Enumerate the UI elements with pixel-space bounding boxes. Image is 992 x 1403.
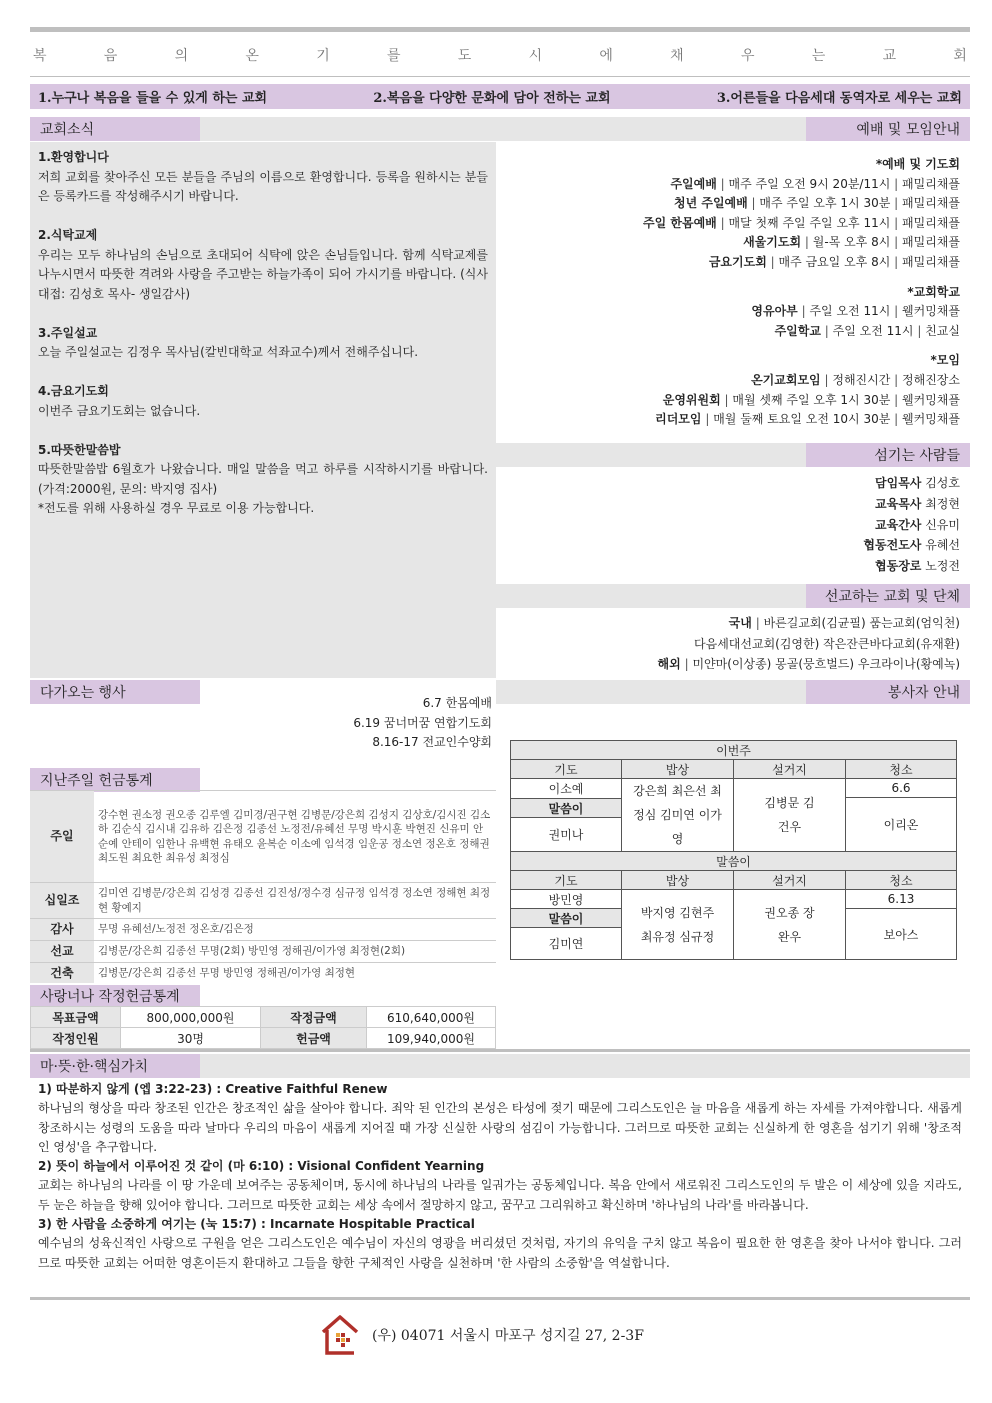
offering-row: [30, 941, 496, 963]
row-place: 웰커밍채플: [902, 412, 960, 427]
fund-value: 800,000,000원: [121, 1007, 261, 1028]
next-week-label: 말씀이: [511, 852, 957, 871]
clean-date: 6.13: [846, 890, 957, 909]
col-clean: 청소: [846, 760, 957, 779]
value-3: 3.어른들을 다음세대 동역자로 세우는 교회: [716, 91, 962, 106]
offering-header-label: 지난주일 헌금통계: [40, 773, 153, 789]
row-detail: 매달 첫째 주일 주일 오후 11시: [728, 215, 891, 230]
event-item: 6.7 한몸예배: [422, 696, 492, 710]
news-panel: [30, 142, 496, 678]
worship-row: 주일학교 | 주일 오전 11시 | 친교실: [774, 323, 960, 338]
news-title: 1.환영합니다: [38, 150, 109, 164]
row-place: 패밀리채플: [902, 215, 960, 230]
worship-group-title: *교회학교: [907, 284, 960, 299]
offering-category: 주일: [30, 791, 94, 883]
core-strip: [200, 1054, 970, 1078]
row-place: 패밀리채플: [902, 196, 960, 211]
fund-value: 109,940,000원: [367, 1028, 496, 1049]
col-meal: 밥상: [622, 760, 734, 779]
offering-category: 십일조: [30, 883, 94, 919]
fund-value: 30명: [121, 1028, 261, 1049]
clean-volunteer: 이리온: [846, 798, 957, 852]
servant-role: 교육목사: [875, 496, 922, 511]
servant-name: 최정현: [925, 496, 960, 511]
col-dish: 설거지: [734, 760, 846, 779]
fund-header: [30, 985, 200, 1007]
value-2: 2.복음을 다양한 문화에 담아 전하는 교회: [373, 91, 611, 106]
clean-volunteer: 보아스: [846, 909, 957, 960]
mission-names: 미얀마(이상종) 몽골(뭉흐벌드) 우크라이나(황예녹): [692, 657, 960, 671]
servant-row: [863, 473, 960, 494]
worship-info: [643, 155, 960, 430]
row-detail: 매월 둘째 토요일 오전 10시 30분: [713, 412, 891, 427]
col-prayer: 기도: [511, 871, 622, 890]
servant-role: 교육간사: [875, 517, 922, 532]
news-item: [38, 441, 488, 519]
volunteer-header: [806, 680, 970, 704]
event-item: 8.16-17 전교인수양회: [372, 735, 492, 749]
offering-header: [30, 768, 200, 792]
worship-header-label: 예배 및 모임안내: [856, 122, 960, 138]
motto-char: 에: [599, 48, 613, 64]
news-body: 저희 교회를 찾아주신 모든 분들을 주님의 이름으로 환영합니다. 등록을 원하시는 분들은 등록카드를 작성해주시기 바랍니다.: [38, 169, 488, 203]
news-body: 우리는 모두 하나님의 손님으로 초대되어 식탁에 앉은 손님들입니다. 함께 식탁교제를 나누시면서 따뜻한 격려와 사랑을 주고받는 하늘가족이 되어 가시기를 바랍니다. (식사대접: 김성호 목사- 생일감사): [38, 247, 488, 301]
news-item: [38, 226, 488, 304]
news-body: 이번주 금요기도회는 없습니다.: [38, 403, 201, 418]
row-name: 청년 주일예배: [673, 196, 748, 211]
worship-row: 영유아부 | 주일 오전 11시 | 웰커밍채플: [751, 304, 960, 319]
motto-char: 채: [670, 48, 684, 64]
row-name: 주일 한몸예배: [643, 215, 717, 230]
sermon-label: 말씀이: [511, 799, 622, 818]
row-detail: 매주 주일 오후 1시 30분: [759, 196, 891, 211]
news-header: [30, 117, 200, 141]
row-place: 친교실: [925, 323, 960, 338]
col-dish: 설거지: [734, 871, 846, 890]
servants-header: [806, 443, 970, 467]
event-item: 6.19 꿈너머꿈 연합기도회: [353, 715, 492, 730]
fund-label: 목표금액: [31, 1007, 121, 1028]
bottom-rule: [30, 1297, 970, 1300]
row-detail: 주일 오전 11시: [832, 323, 914, 338]
core-body: 예수님의 성육신적인 사랑으로 구원을 얻은 그리스도인은 예수님이 자신의 영광을 버리셨던 것처럼, 자기의 유익을 구치 않고 복음이 필요한 한 영혼을 찾아 나서야 합니다. 그러므로 따뜻한 교회는 어떠한 영혼이든지 환대하고 그들을 향한 구체적인 사랑을 실천하며 '한 사람의 소중함'을 역설합니다.: [38, 1236, 962, 1270]
motto-char: 복: [33, 48, 47, 64]
sermon-volunteer: 권미나: [511, 818, 622, 852]
worship-row: 주일 한몸예배 | 매달 첫째 주일 주일 오후 11시 | 패밀리채플: [643, 215, 960, 230]
worship-group-title: *모임: [930, 353, 960, 368]
motto-char: 도: [457, 48, 472, 64]
servants-list: [863, 473, 960, 577]
row-detail: 매주 금요일 오후 8시: [778, 254, 891, 269]
servant-name: 김성호: [925, 476, 960, 490]
offering-row: [30, 963, 496, 983]
worship-row: 금요기도회 | 매주 금요일 오후 8시 | 패밀리채플: [708, 254, 960, 269]
worship-row: 새울기도회 | 월-목 오후 8시 | 패밀리채플: [743, 235, 960, 250]
row-place: 패밀리채플: [902, 254, 960, 269]
meal-volunteers: 강은희 최은선 최정심 김미연 이가영: [622, 779, 734, 852]
offering-row: [30, 791, 496, 883]
motto-char: 온: [245, 48, 259, 64]
motto-char: 를: [386, 48, 401, 64]
core-title: 3) 한 사람을 소중하게 여기는 (눅 15:7) : Incarnate Hospitable Practical: [38, 1217, 475, 1232]
news-item: [38, 382, 488, 421]
missions-list: [658, 613, 960, 675]
core-body: 하나님의 형상을 따라 창조된 인간은 창조적인 삶을 살아야 합니다. 죄악 된 인간의 본성은 타성에 젖기 때문에 그리스도인은 늘 마음을 새롭게 하는 자세를 가져야합니다. 새롭게 창조하시는 성령의 도움을 따라 날마다 우리의 마음이 새롭게 지어질 때 가장 신실한 사랑의 섬김이 가능합니다. 그러므로 따뜻한 교회는 신실하게 한 영혼을 섬기기 위해 '창조적인 영성'을 추구합니다.: [38, 1101, 962, 1154]
fund-header-label: 사랑너나 작정헌금통계: [40, 989, 180, 1005]
news-header-label: 교회소식: [40, 122, 95, 138]
servant-row: [863, 556, 960, 577]
worship-group-title: *예배 및 기도회: [875, 157, 960, 171]
offering-category: 건축: [30, 963, 94, 983]
servant-row: [863, 515, 960, 536]
church-values-bar: [30, 84, 970, 109]
offering-table: [30, 790, 496, 983]
servant-name: 유혜선: [925, 538, 960, 553]
offering-names: 강수현 권소정 권오종 김루엘 김미경/권구현 김병문/강은희 김성지 김상호/김시진 김소하 김순식 김시내 김유하 김은정 김종선 노정전/유혜선 무명 박시훈 박현진 신유미 안순예 안테이 임한나 유백현 유태오 윤복순 이소예 임석경 임운공 정소연 정온호 정해권 최도원 최요한 최유성 최정심: [94, 791, 496, 883]
core-header-label: 마·뜻·한·핵심가치: [40, 1059, 149, 1075]
fund-row: [31, 1028, 496, 1049]
top-rule: [30, 27, 970, 32]
missions-header: [806, 584, 970, 608]
core-values: [38, 1080, 962, 1273]
this-week-label: 이번주: [511, 741, 957, 760]
news-body: 따뜻한말씀밥 6월호가 나왔습니다. 매일 말씀을 먹고 하루를 시작하시기를 바랍니다. (가격:2000원, 문의: 박지영 집사): [38, 462, 488, 496]
value-1: 1.누구나 복음을 들을 수 있게 하는 교회: [38, 91, 268, 106]
offering-names: 김병문/강은희 김종선 무명 방민영 정해권/이가영 최정현: [94, 963, 496, 983]
row-place: 정해진장소: [902, 372, 960, 387]
worship-header: [806, 117, 970, 141]
servant-role: 담임목사: [875, 476, 922, 490]
news-note: *전도를 위해 사용하실 경우 무료로 이용 가능합니다.: [38, 501, 315, 515]
footer: [320, 1312, 644, 1358]
row-name: 온기교회모임: [751, 372, 821, 387]
col-clean: 청소: [846, 871, 957, 890]
church-address: (우) 04071 서울시 마포구 성지길 27, 2-3F: [372, 1328, 644, 1344]
core-title: 2) 뜻이 하늘에서 이루어진 것 같이 (마 6:10) : Visional Confident Yearning: [38, 1159, 485, 1174]
news-title: 3.주일설교: [38, 325, 98, 340]
col-meal: 밥상: [622, 871, 734, 890]
offering-category: 선교: [30, 941, 94, 963]
row-place: 패밀리채플: [902, 235, 960, 250]
row-place: 패밀리채플: [902, 176, 960, 191]
offering-row: [30, 883, 496, 919]
clean-date: 6.6: [846, 779, 957, 798]
volunteer-table: [510, 740, 957, 960]
fund-row: [31, 1007, 496, 1028]
mission-overseas: 해외 | 미얀마(이상종) 몽골(뭉흐벌드) 우크라이나(황예녹): [657, 657, 960, 671]
row-detail: 월-목 오후 8시: [812, 235, 891, 250]
prayer-volunteer: 이소예: [511, 779, 622, 799]
mission-domestic-2: 다음세대선교회(김영한) 작은잔큰바다교회(유재환): [694, 636, 960, 651]
row-name: 영유아부: [751, 304, 798, 319]
offering-names: 김병문/강은희 김종선 무명(2회) 방민영 정해권/이가영 최정현(2회): [94, 941, 496, 963]
meal-volunteers: 박지영 김현주 최유정 심규정: [622, 890, 734, 960]
worship-row: 리더모임 | 매월 둘째 토요일 오전 10시 30분 | 웰커밍채플: [655, 412, 960, 427]
worship-row: 주일예배 | 매주 주일 오전 9시 20분/11시 | 패밀리채플: [670, 176, 960, 191]
motto-char: 음: [103, 48, 118, 64]
mission-domestic: 국내 | 바른길교회(김균필) 품는교회(엄익천): [728, 616, 960, 630]
offering-names: 김미연 김병문/강은희 김성경 김종선 김진성/정수경 심규정 임석경 정소연 정해현 최정현 황예지: [94, 883, 496, 919]
servant-role: 협동장로: [875, 559, 922, 574]
fund-label: 헌금액: [261, 1028, 367, 1049]
fund-table: [30, 1006, 496, 1049]
motto-char: 시: [528, 48, 543, 64]
servants-header-label: 섬기는 사람들: [874, 448, 960, 464]
servant-name: 노정전: [925, 559, 960, 574]
servants-strip: [496, 443, 806, 467]
mission-label: 국내: [728, 616, 752, 630]
motto-char: 는: [811, 48, 826, 64]
servant-row: [863, 494, 960, 515]
col-prayer: 기도: [511, 760, 622, 779]
offering-category: 감사: [30, 919, 94, 941]
worship-row: 청년 주일예배 | 매주 주일 오후 1시 30분 | 패밀리채플: [673, 196, 960, 211]
motto-char: 기: [316, 48, 330, 64]
row-detail: 정해진시간: [832, 372, 891, 387]
fund-value: 610,640,000원: [367, 1007, 496, 1028]
fund-label: 작정인원: [31, 1028, 121, 1049]
row-name: 주일학교: [774, 323, 821, 338]
offering-row: [30, 919, 496, 941]
news-item: [38, 148, 488, 207]
row-name: 새울기도회: [743, 235, 802, 250]
core-rule: [30, 1049, 970, 1052]
servant-name: 신유미: [925, 517, 960, 532]
news-title: 5.따뜻한말씀밥: [38, 442, 121, 457]
row-detail: 매월 셋째 주일 오후 1시 30분: [732, 392, 891, 407]
row-name: 운영위원회: [662, 392, 721, 407]
motto-char: 의: [174, 48, 189, 64]
row-name: 리더모임: [655, 412, 702, 427]
mission-names: 바른길교회(김균필) 품는교회(엄익천): [763, 616, 960, 630]
row-name: 금요기도회: [708, 254, 767, 269]
church-logo-icon: [320, 1314, 360, 1356]
worship-row: 온기교회모임 | 정해진시간 | 정해진장소: [751, 372, 960, 387]
dish-volunteers: 권오종 장완우: [734, 890, 846, 960]
motto-line: [30, 40, 970, 70]
prayer-volunteer: 방민영: [511, 890, 622, 909]
motto-char: 회: [953, 48, 967, 64]
missions-strip: [496, 584, 806, 608]
header-strip: [200, 117, 806, 141]
row-place: 웰커밍채플: [902, 392, 960, 407]
volunteer-header-label: 봉사자 안내: [887, 685, 960, 701]
news-item: [38, 324, 488, 363]
row-detail: 매주 주일 오전 9시 20분/11시: [728, 176, 891, 191]
sermon-volunteer: 김미연: [511, 928, 622, 960]
news-body: 오늘 주일설교는 김정우 목사님(칼빈대학교 석좌교수)께서 전해주십니다.: [38, 345, 419, 359]
news-title: 2.식탁교제: [38, 228, 98, 242]
core-header: [30, 1054, 200, 1078]
dish-volunteers: 김병문 김건우: [734, 779, 846, 852]
servant-row: [863, 535, 960, 556]
volunteer-strip: [496, 680, 806, 704]
motto-char: 우: [740, 48, 755, 64]
missions-header-label: 선교하는 교회 및 단체: [824, 589, 960, 605]
row-name: 주일예배: [670, 176, 717, 191]
offering-names: 무명 유혜선/노정전 정온호/김은정: [94, 919, 496, 941]
servant-role: 협동전도사: [863, 538, 922, 553]
worship-row: 운영위원회 | 매월 셋째 주일 오후 1시 30분 | 웰커밍채플: [662, 392, 960, 407]
news-title: 4.금요기도회: [38, 384, 109, 398]
row-place: 웰커밍채플: [902, 304, 960, 319]
fund-label: 작정금액: [261, 1007, 367, 1028]
row-detail: 주일 오전 11시: [809, 304, 891, 319]
top-thin-rule: [30, 76, 970, 77]
mission-label: 해외: [657, 657, 681, 671]
sermon-label: 말씀이: [511, 909, 622, 928]
core-title: 1) 따분하지 않게 (엡 3:22-23) : Creative Faithful Renew: [38, 1082, 388, 1096]
motto-char: 교: [882, 48, 897, 64]
events-list: [30, 694, 492, 753]
events-header-label: 다가오는 행사: [40, 685, 126, 701]
core-body: 교회는 하나님의 나라를 이 땅 가운데 보여주는 공동체이며, 동시에 하나님의 나라를 일궈가는 공동체입니다. 복음 안에서 새로워진 그리스도인의 두 발은 이 세상에 있을 지라도, 두 눈은 하늘을 향해 있어야 합니다. 그러므로 따뜻한 교회는 세상 속에서 절망하지 않고, 꿈꾸고 그리워하고 확신하며 '하나님의 나라'를 바라봅니다.: [38, 1178, 962, 1212]
